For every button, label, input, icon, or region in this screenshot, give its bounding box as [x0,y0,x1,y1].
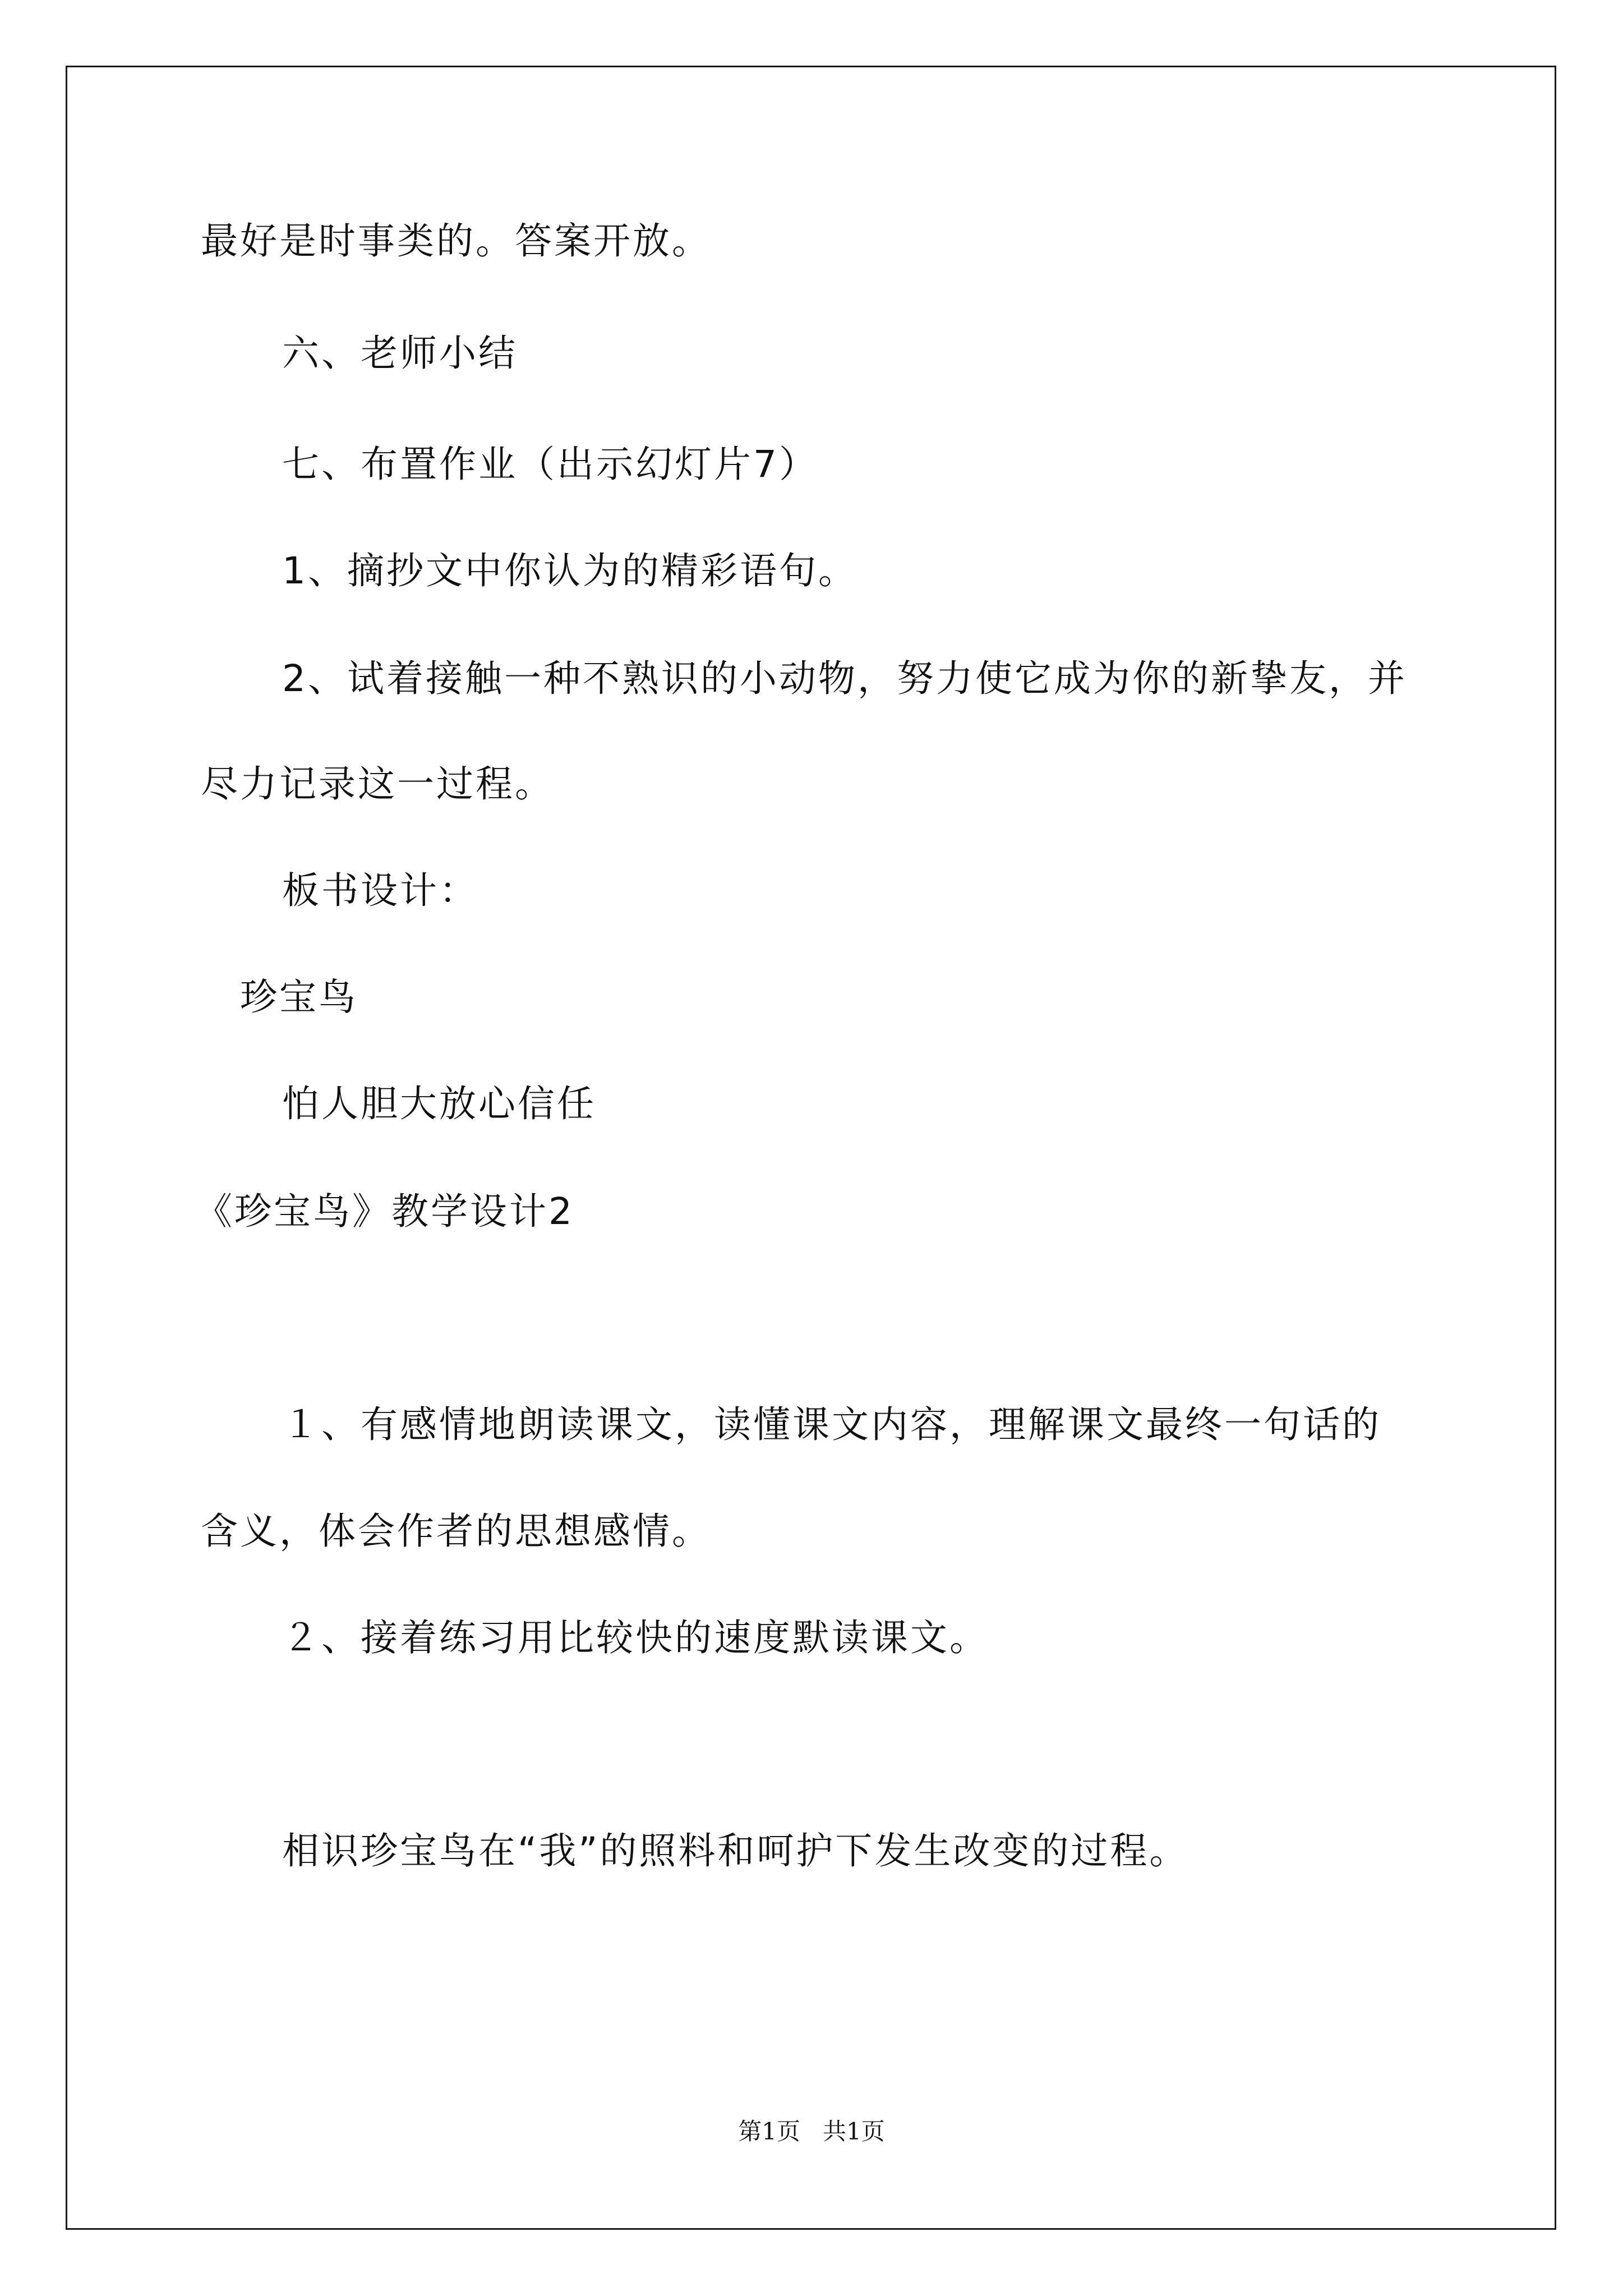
objective-3: 相识珍宝鸟在“我”的照料和呵护下发生改变的过程。 [282,1829,1189,1872]
objective-2: ２、接着练习用比较快的速度默读课文。 [282,1616,989,1659]
page-footer [0,2116,1623,2147]
objective-1-continued: 含义，体会作者的思想感情。 [201,1510,711,1553]
lesson-plan-title: 《珍宝鸟》教学设计2 [195,1190,574,1233]
objective-1: １、有感情地朗读课文，读懂课文内容，理解课文最终一句话的 [282,1403,1381,1446]
board-design-title: 珍宝鸟 [240,976,358,1019]
section-heading-summary: 六、老师小结 [282,332,518,375]
homework-item-1: 1、摘抄文中你认为的精彩语句。 [282,549,857,592]
page-number: 第1页 [738,2118,800,2145]
total-pages: 共1页 [823,2118,885,2145]
body-line-1: 最好是时事类的。答案开放。 [201,219,711,263]
homework-item-2: 2、试着接触一种不熟识的小动物，努力使它成为你的新挚友，并 [282,657,1407,700]
homework-item-2-continued: 尽力记录这一过程。 [201,762,554,806]
page-border [66,66,1556,2230]
board-design-heading: 板书设计： [282,869,478,912]
section-heading-homework: 七、布置作业（出示幻灯片7） [282,443,818,486]
board-design-keywords: 怕人胆大放心信任 [282,1082,596,1125]
